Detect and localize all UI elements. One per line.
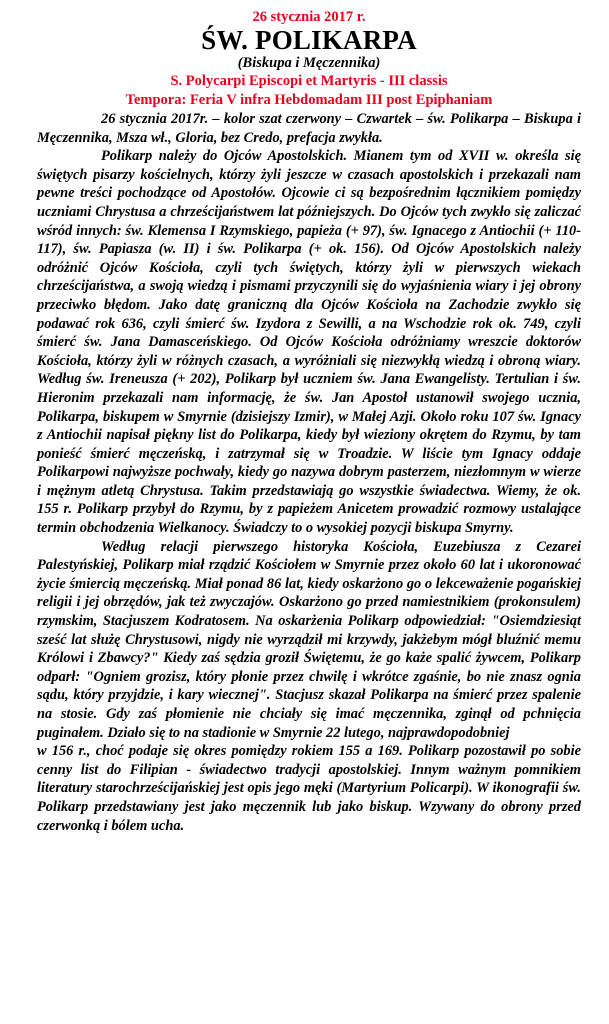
paragraph-3: w 156 r., choć podaje się okres pomiędzy rokiem 155 a 169. Polikarp pozostawił po sobie cenny list do Filipian - świadectwo tradycji apostolskiej. Innym ważnym pomnikiem literatury starochrześcijańskiej jest opis jego męki (Martyrium Policarpi). W ikonografii św. Polikarp przedstawiany jest jako męczennik lub jako biskup. Wzywany do obrony przed czerwonką i bólem ucha. <box>37 743 581 834</box>
page <box>37 0 581 835</box>
latin-title: S. Polycarpi Episcopi et Martyris - III classis <box>170 73 448 89</box>
tempora-line: Tempora: Feria V infra Hebdomadam III post Epiphaniam <box>125 92 493 108</box>
subtitle: (Biskupa i Męczennika) <box>237 55 381 71</box>
article-body <box>37 110 581 835</box>
date-line: 26 stycznia 2017 r. <box>252 9 366 25</box>
page-title: ŚW. POLIKARPA <box>201 25 417 55</box>
header <box>37 9 581 110</box>
paragraph-2: Według relacji pierwszego historyka Kościoła, Euzebiusza z Cezarei Palestyńskiej, Polikarp miał rządzić Kościołem w Smyrnie przez około 60 lat i ukoronować życie śmiercią męczeńską. Miał ponad 86 lat, kiedy oskarżono go o lekceważenie pogańskiej religii i jej obrzędów, jak też zwyczajów. Oskarżono go przed namiestnikiem (prokonsulem) rzymskim, Stacjuszem Kodratosem. Na oskarżenia Polikarp odpowiedział: "Osiemdziesiąt sześć lat służę Chrystusowi, nigdy nie wyrządził mi krzywdy, jakżebym mógł bluźnić memu Królowi i Zbawcy?" Kiedy zaś sędzia groził Świętemu, że go każe spalić żywcem, Polikarp odparł: "Ogniem grozisz, który płonie przez chwilę i wkrótce zgaśnie, bo nie znasz ognia sądu, który przyjdzie, i kary wiecznej". Stacjusz skazał Polikarpa na śmierć przez spalenie na stosie. Gdy zaś płomienie nie chciały się imać męczennika, zginął od pchnięcia puginałem. Działo się to na stadionie w Smyrnie 22 lutego, najprawdopodobniej <box>37 538 581 741</box>
intro-paragraph: 26 stycznia 2017r. – kolor szat czerwony – Czwartek – św. Polikarpa – Biskupa i Męczennika, Msza wł., Gloria, bez Credo, prefacja zwykła. <box>37 111 581 146</box>
paragraph-1: Polikarp należy do Ojców Apostolskich. Mianem tym od XVII w. określa się świętych pisarzy kościelnych, którzy żyli jeszcze w czasach apostolskich i przekazali nam pewne treści pochodzące od Apostołów. Ojcowie ci są bezpośrednim łącznikiem pomiędzy uczniami Chrystusa a chrześcijaństwem lat późniejszych. Do Ojców tych zwykło się zaliczać wśród innych: św. Klemensa I Rzymskiego, papieża (+ 97), św. Ignacego z Antiochii (+ 110-117), św. Papiasza (w. II) i św. Polikarpa (+ ok. 156). Od Ojców Apostolskich należy odróżnić Ojców Kościoła, czyli tych świętych, którzy żyli w pierwszych wiekach chrześcijaństwa, a swoją wiedzą i pismami przyczynili się do wyjaśnienia wiary i jej obrony przeciwko błędom. Jako datę graniczną dla Ojców Kościoła na Zachodzie zwykło się podawać rok 636, czyli śmierć św. Izydora z Sewilli, a na Wschodzie rok ok. 749, czyli śmierć św. Jana Damasceńskiego. Od Ojców Kościoła odróżniamy wreszcie doktorów Kościoła, którzy żyli w różnych czasach, a wyróżniali się niezwykłą wiedzą i obroną wiary. Według św. Ireneusza (+ 202), Polikarp był uczniem św. Jana Ewangelisty. Tertulian i św. Hieronim przekazali nam informację, że św. Jan Apostoł ustanowił swojego ucznia, Polikarpa, biskupem w Smyrnie (dzisiejszy Izmir), w Małej Azji. Około roku 107 św. Ignacy z Antiochii napisał piękny list do Polikarpa, kiedy był wieziony okrętem do Rzymu, by tam ponieść śmierć męczeńską, i zatrzymał się w Troadzie. W liście tym Ignacy oddaje Polikarpowi najwyższe pochwały, kiedy go nazywa dobrym pasterzem, niezłomnym w wierze i mężnym atletą Chrystusa. Takim przedstawiają go wszystkie świadectwa. Wiemy, że ok. 155 r. Polikarp przybył do Rzymu, by z papieżem Anicetem prowadzić rozmowy ustalające termin obchodzenia Wielkanocy. Świadczy to o wysokiej pozycji biskupa Smyrny. <box>37 148 581 537</box>
